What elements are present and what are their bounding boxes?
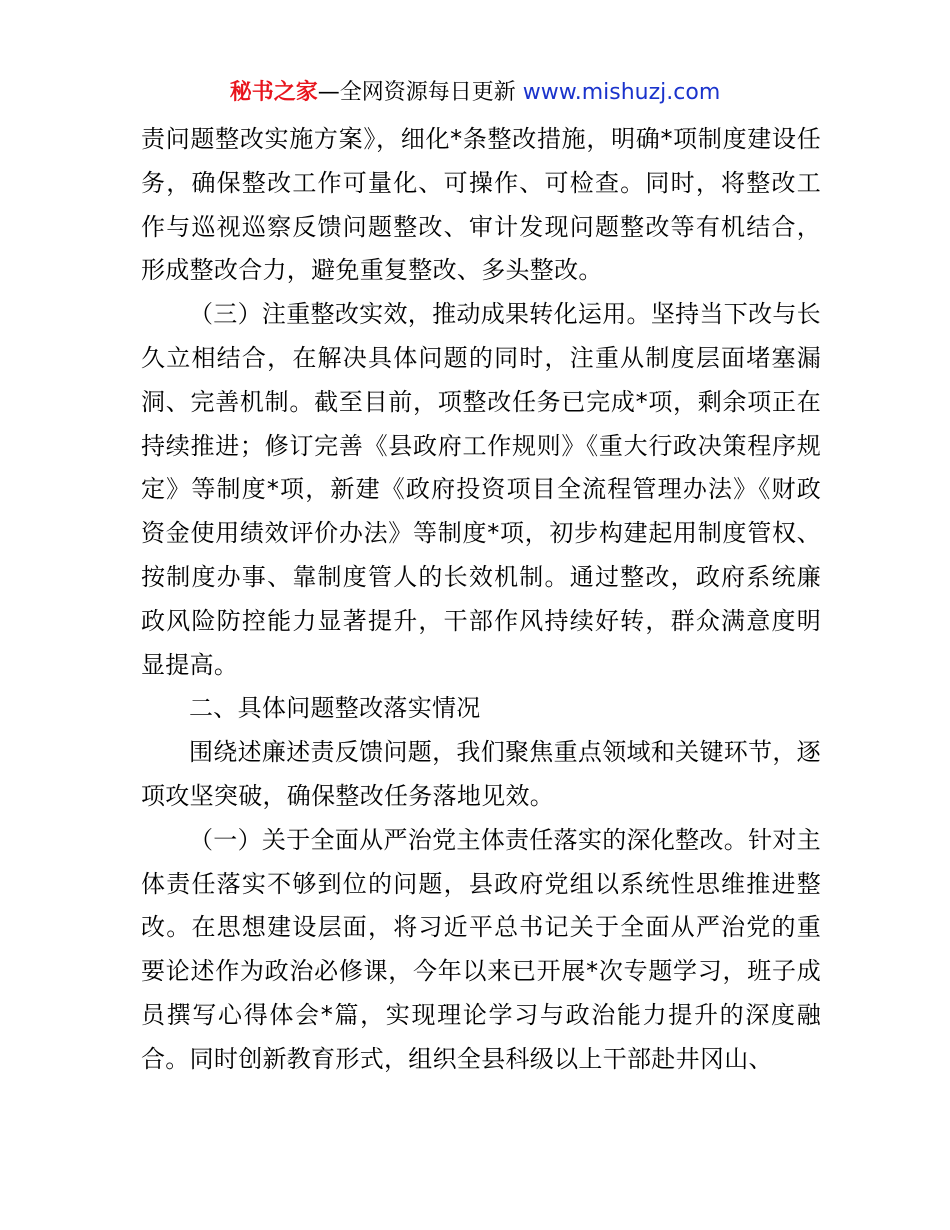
section-heading: 二、具体问题整改落实情况 [189, 694, 481, 723]
header-tagline: —全网资源每日更新 [317, 80, 516, 105]
paragraph-section-one: （一）关于全面从严治党主体责任落实的深化整改。针对主体责任落实不够到位的问题，县政府党组以系统性思维推进整改。在思想建设层面，将习近平总书记关于全面从严治党的重要论述作为政治必修课，今年以来已开展*次专题学习，班子成员撰写心得体会*篇，实现理论学习与政治能力提升的深度融合。同时创新教育形式，组织全县科级以上干部赴井冈山、 [141, 825, 821, 1073]
paragraph-continuation: 责问题整改实施方案》，细化*条整改措施，明确*项制度建设任务，确保整改工作可量化、可操作、可检查。同时，将整改工作与巡视巡察反馈问题整改、审计发现问题整改等有机结合，形成整改合力，避免重复整改、多头整改。 [141, 125, 821, 285]
header-url-link[interactable]: www.mishuzj.com [522, 80, 721, 105]
page-header [0, 76, 950, 110]
paragraph-intro: 围绕述廉述责反馈问题，我们聚焦重点领域和关键环节，逐项攻坚突破，确保整改任务落地见效。 [141, 738, 821, 810]
header-brand: 秘书之家 [229, 80, 318, 105]
document-body [141, 118, 821, 1082]
paragraph-section-three: （三）注重整改实效，推动成果转化运用。坚持当下改与长久立相结合，在解决具体问题的同时，注重从制度层面堵塞漏洞、完善机制。截至目前，项整改任务已完成*项，剩余项正在持续推进；修订完善《县政府工作规则》《重大行政决策程序规定》等制度*项，新建《政府投资项目全流程管理办法》《财政资金使用绩效评价办法》等制度*项，初步构建起用制度管权、按制度办事、靠制度管人的长效机制。通过整改，政府系统廉政风险防控能力显著提升，干部作风持续好转，群众满意度明显提高。 [141, 300, 821, 679]
